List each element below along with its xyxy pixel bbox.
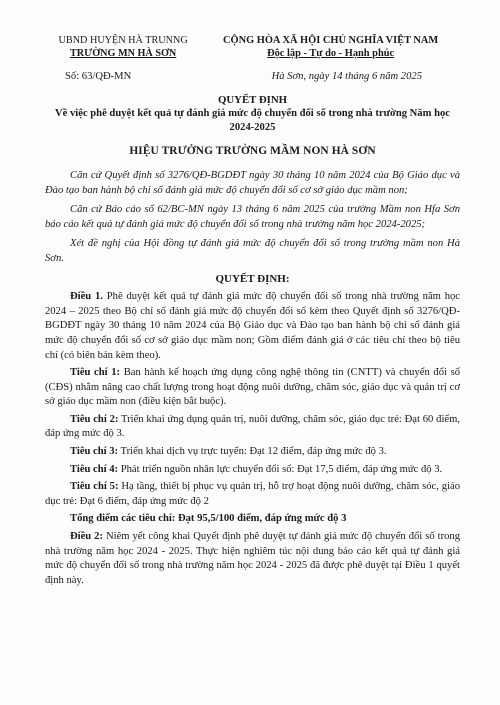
criterion-4	[45, 463, 460, 478]
document-header	[45, 34, 460, 60]
issuer-heading: HIỆU TRƯỞNG TRƯỜNG MẦM NON HÀ SƠN	[129, 145, 376, 158]
document-title: QUYẾT ĐỊNH	[217, 93, 288, 106]
basis-paragraph: Căn cứ Quyết định số 3276/QĐ-BGDĐT ngày 30 tháng 10 năm 2024 của Bộ Giáo dục và Đào tạo ban hành bộ chỉ số đánh giá mức độ chuyển đổi số cơ sở giáo dục mầm non;	[45, 169, 460, 196]
basis-paragraph: Căn cứ Báo cáo số 62/BC-MN ngày 13 tháng 6 năm 2025 của trường Mầm non Hfa Sơn báo cáo kết quả tự đánh giá mức độ chuyển đổi số trong nhà trường năm học 2024-2025;	[45, 204, 460, 230]
basis-paragraph: Xét đề nghị của Hội đồng tự đánh giá mức độ chuyển đổi số trong trường mầm non Hà Sơn.	[45, 238, 460, 264]
criterion-text: Hạ tầng, thiết bị phục vụ quản trị, hỗ trợ hoạt động nuôi dưỡng, chăm sóc, giáo dục trẻ: Đạt 6 điểm, đáp ứng mức độ 2	[45, 481, 460, 507]
criterion-3	[45, 445, 460, 460]
article-2	[45, 530, 460, 588]
total-score: Tổng điểm các tiêu chí: Đạt 95,5/100 điểm, đáp ứng mức độ 3	[70, 513, 347, 525]
nation-name: CỘNG HÒA XÃ HỘI CHỦ NGHĨA VIỆT NAM	[222, 35, 439, 46]
national-heading	[201, 34, 460, 60]
criterion-label: Tiêu chí 2:	[70, 413, 119, 425]
authority-name: UBND HUYỆN HÀ TRUNNG	[58, 35, 188, 46]
criterion-text: Ban hành kế hoạch ứng dụng công nghệ thông tin (CNTT) và chuyển đổi số (CĐS) nhằm nâng cao chất lượng trong hoạt động nuôi dưỡng, chăm sóc, giáo dục và quản trị cơ sở giáo dục mầm non (điều kiện bắt buộc).	[45, 367, 460, 408]
criterion-2	[45, 413, 460, 442]
school-name: TRƯỜNG MN HÀ SƠN	[69, 48, 177, 59]
national-motto: Độc lập - Tự do - Hạnh phúc	[267, 48, 395, 59]
criterion-label: Tiêu chí 4:	[70, 463, 119, 475]
legal-basis	[45, 169, 460, 267]
criterion-1	[45, 366, 460, 410]
document-subject: Về việc phê duyệt kết quả tự đánh giá mức độ chuyển đổi số trong nhà trường Năm học 2024-2025	[55, 108, 450, 133]
article-1	[45, 290, 460, 363]
document-number: Số: 63/QĐ-MN	[65, 71, 132, 82]
criterion-label: Tiêu chí 1:	[70, 367, 121, 379]
issuing-agency	[45, 34, 201, 60]
criterion-text: Phát triển nguồn nhân lực chuyển đổi số: Đạt 17,5 điểm, đáp ứng mức độ 3.	[118, 463, 443, 475]
decision-heading: QUYẾT ĐỊNH:	[215, 272, 290, 285]
criterion-text: Triển khai dịch vụ trực tuyến: Đạt 12 điểm, đáp ứng mức độ 3.	[118, 446, 387, 458]
article-text: Niêm yết công khai Quyết định phê duyệt tự đánh giá mức độ chuyển đổi số trong nhà trường năm học 2024 - 2025. Thực hiện nghiêm túc nội dung báo cáo kết quả tự đánh giá mức độ chuyển đổi số trong nhà trường năm học 2024 - 2025 đã được phê duyệt tại Điều 1 quyết định này.	[45, 531, 460, 586]
article-label: Điều 1.	[70, 291, 103, 303]
article-label: Điều 2:	[70, 531, 103, 543]
doc-info-row	[45, 70, 460, 85]
article-text: Phê duyệt kết quả tự đánh giá mức độ chuyển đổi số trong nhà trường năm học 2024 – 2025 theo Bộ chỉ số đánh giá mức độ chuyển đổi số kèm theo Quyết định số 3276/QĐ-BGDĐT ngày 30 tháng 10 năm 2024 của Bộ Giáo dục và Đào tạo ban hành bộ chỉ số đánh giá mức độ chuyển đổi số cơ sở giáo dục mầm non; Gồm điểm đánh giá ở các tiêu chí theo bộ tiêu chí (có biên bản kèm theo).	[45, 291, 461, 361]
criterion-label: Tiêu chí 5:	[70, 481, 119, 493]
criterion-5	[45, 480, 460, 509]
document-date: Hà Sơn, ngày 14 tháng 6 năm 2025	[271, 71, 422, 82]
criterion-text: Triển khai ứng dụng quản trị, nuôi dưỡng, chăm sóc, giáo dục trẻ: Đạt 60 điểm, đáp ứng mức độ 3.	[45, 413, 460, 440]
criterion-label: Tiêu chí 3:	[70, 446, 119, 458]
